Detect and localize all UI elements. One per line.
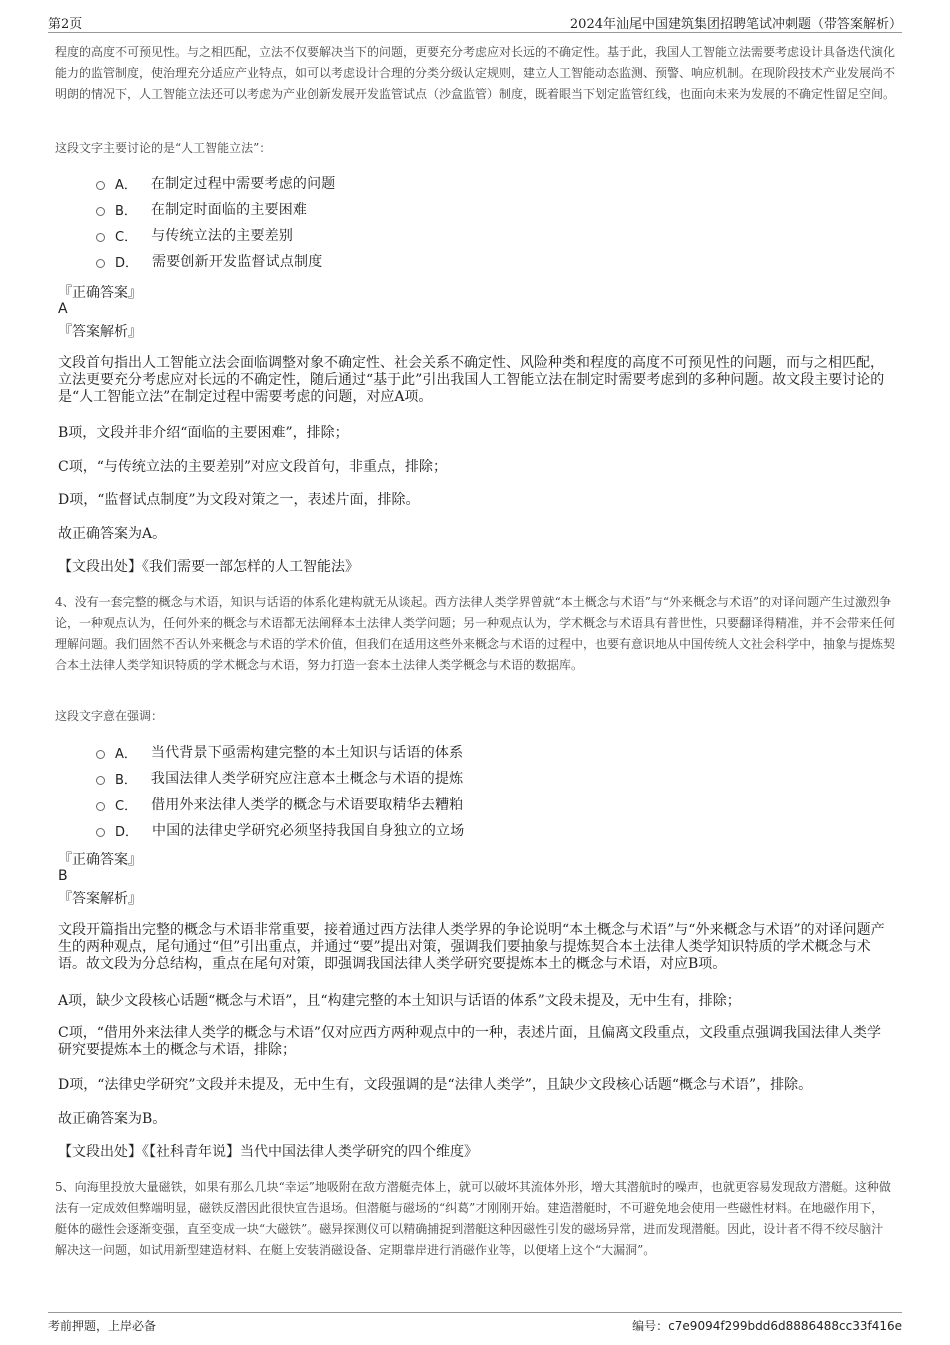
q3-option-b[interactable]: B． 在制定时面临的主要困难 [96,198,307,220]
footer-slogan: 考前押题，上岸必备 [48,1319,157,1333]
radio-icon[interactable] [96,207,105,216]
radio-icon[interactable] [96,233,105,242]
q3-analysis-b: B项，文段并非介绍“面临的主要困难”，排除； [58,425,349,441]
page-footer [48,1312,902,1337]
q4-answer: B [58,868,68,884]
q3-option-c[interactable]: C． 与传统立法的主要差别 [96,224,293,246]
q3-stem: 这段文字主要讨论的是“人工智能立法”： [55,141,272,155]
radio-icon[interactable] [96,776,105,785]
q4-analysis-c: C项，“借用外来法律人类学的概念与术语”仅对应西方两种观点中的一种，表述片面，且偏离文段重点，文段重点强调我国法律人类学研究要提炼本土的概念与术语，排除； [58,1025,882,1058]
q4-conclusion: 故正确答案为B。 [58,1111,167,1127]
page-header [48,10,902,33]
page-number: 第2页 [48,17,83,32]
q4-analysis-main: 文段开篇指出完整的概念与术语非常重要，接着通过西方法律人类学界的争论说明“本土概念与术语”与“外来概念与术语”的对译问题产生的两种观点，尾句通过“但”引出重点，并通过“要”提出对策，强调我们要抽象与提炼契合本土法律人类学知识特质的学术概念与术语。故文段为分总结构，重点在尾句对策，即强调我国法律人类学研究要提炼本土的概念与术语，对应B项。 [58,922,885,972]
q4-passage: 4、没有一套完整的概念与术语，知识与话语的体系化建构就无从谈起。西方法律人类学界曾就“本土概念与术语”与“外来概念与术语”的对译问题产生过激烈争论，一种观点认为，任何外来的概念与术语都无法阐释本土法律人类学问题；另一种观点认为，学术概念与术语具有普世性，只要翻译得精准，并不会带来任何理解问题。我们固然不否认外来概念与术语的学术价值，但我们在适用这些外来概念与术语的过程中，也要有意识地从中国传统人文社会科学中，抽象与提炼契合本土法律人类学知识特质的学术概念与术语，努力打造一套本土法律人类学概念与术语的数据库。 [55,595,896,672]
q4-option-c[interactable]: C． 借用外来法律人类学的概念与术语要取精华去糟粕 [96,793,463,815]
q4-analysis-d: D项，“法律史学研究”文段并未提及，无中生有，文段强调的是“法律人类学”，且缺少文段核心话题“概念与术语”，排除。 [58,1077,813,1093]
radio-icon[interactable] [96,259,105,268]
q4-analysis-a: A项，缺少文段核心话题“概念与术语”，且“构建完整的本土知识与话语的体系”文段未提及，无中生有，排除； [58,993,741,1009]
q3-analysis-main: 文段首句指出人工智能立法会面临调整对象不确定性、社会关系不确定性、风险种类和程度的高度不可预见性的问题，而与之相匹配，立法更要充分考虑应对长远的不确定性，随后通过“基于此”引出我国人工智能立法在制定时需要考虑到的多种问题。故文段主要讨论的是“人工智能立法”在制定过程中需要考虑的问题，对应A项。 [58,355,885,405]
radio-icon[interactable] [96,802,105,811]
radio-icon[interactable] [96,181,105,190]
q3-option-a[interactable]: A． 在制定过程中需要考虑的问题 [96,172,336,194]
radio-icon[interactable] [96,750,105,759]
q4-source: 【文段出处】《【社科青年说】当代中国法律人类学研究的四个维度》 [58,1144,478,1160]
q3-conclusion: 故正确答案为A。 [58,526,167,542]
q3-analysis-d: D项，“监督试点制度”为文段对策之一，表述片面，排除。 [58,492,420,508]
q4-answer-label: 『正确答案』 [58,852,142,868]
q4-option-a[interactable]: A． 当代背景下亟需构建完整的本土知识与话语的体系 [96,741,463,763]
q3-option-d[interactable]: D． 需要创新开发监督试点制度 [96,250,322,272]
q3-analysis-c: C项，“与传统立法的主要差别”对应文段首句，非重点，排除； [58,459,448,475]
document-code: 编号：c7e9094f299bdd6d8886488cc33f416e [632,1319,902,1333]
q4-option-b[interactable]: B． 我国法律人类学研究应注意本土概念与术语的提炼 [96,767,463,789]
document-title: 2024年汕尾中国建筑集团招聘笔试冲刺题（带答案解析） [569,17,902,32]
q4-stem: 这段文字意在强调： [55,709,164,723]
q4-option-d[interactable]: D． 中国的法律史学研究必须坚持我国自身独立的立场 [96,819,464,841]
radio-icon[interactable] [96,828,105,837]
q3-analysis-label: 『答案解析』 [58,324,142,340]
q3-source: 【文段出处】《我们需要一部怎样的人工智能法》 [58,559,359,575]
q4-analysis-label: 『答案解析』 [58,891,142,907]
q3-answer: A [58,301,68,317]
q3-passage: 程度的高度不可预见性。与之相匹配，立法不仅要解决当下的问题，更要充分考虑应对长远的不确定性。基于此，我国人工智能立法需要考虑设计具备迭代演化能力的监管制度，使治理充分适应产业特点，如可以考虑设计合理的分类分级认定规则，建立人工智能动态监测、预警、响应机制。在现阶段技术产业发展尚不明朗的情况下，人工智能立法还可以考虑为产业创新发展开发监管试点（沙盒监管）制度，既着眼当下划定监管红线，也面向未来为发展的不确定性留足空间。 [55,45,896,101]
q3-answer-label: 『正确答案』 [58,285,142,301]
q5-passage: 5、向海里投放大量磁铁，如果有那么几块“幸运”地吸附在敌方潜艇壳体上，就可以破坏其流体外形，增大其潜航时的噪声，也就更容易发现敌方潜艇。这种做法有一定成效但弊端明显，磁铁反潜因此很快宣告退场。但潜艇与磁场的“纠葛”才刚刚开始。建造潜艇时，不可避免地会使用一些磁性材料。在地磁作用下，艇体的磁性会逐渐变强，直至变成一块“大磁铁”。磁异探测仪可以精确捕捉到潜艇这种因磁性引发的磁场异常，进而发现潜艇。因此，设计者不得不绞尽脑汁解决这一问题，如试用新型建造材料、在艇上安装消磁设备、定期靠岸进行消磁作业等，以便堵上这个“大漏洞”。 [55,1180,891,1257]
